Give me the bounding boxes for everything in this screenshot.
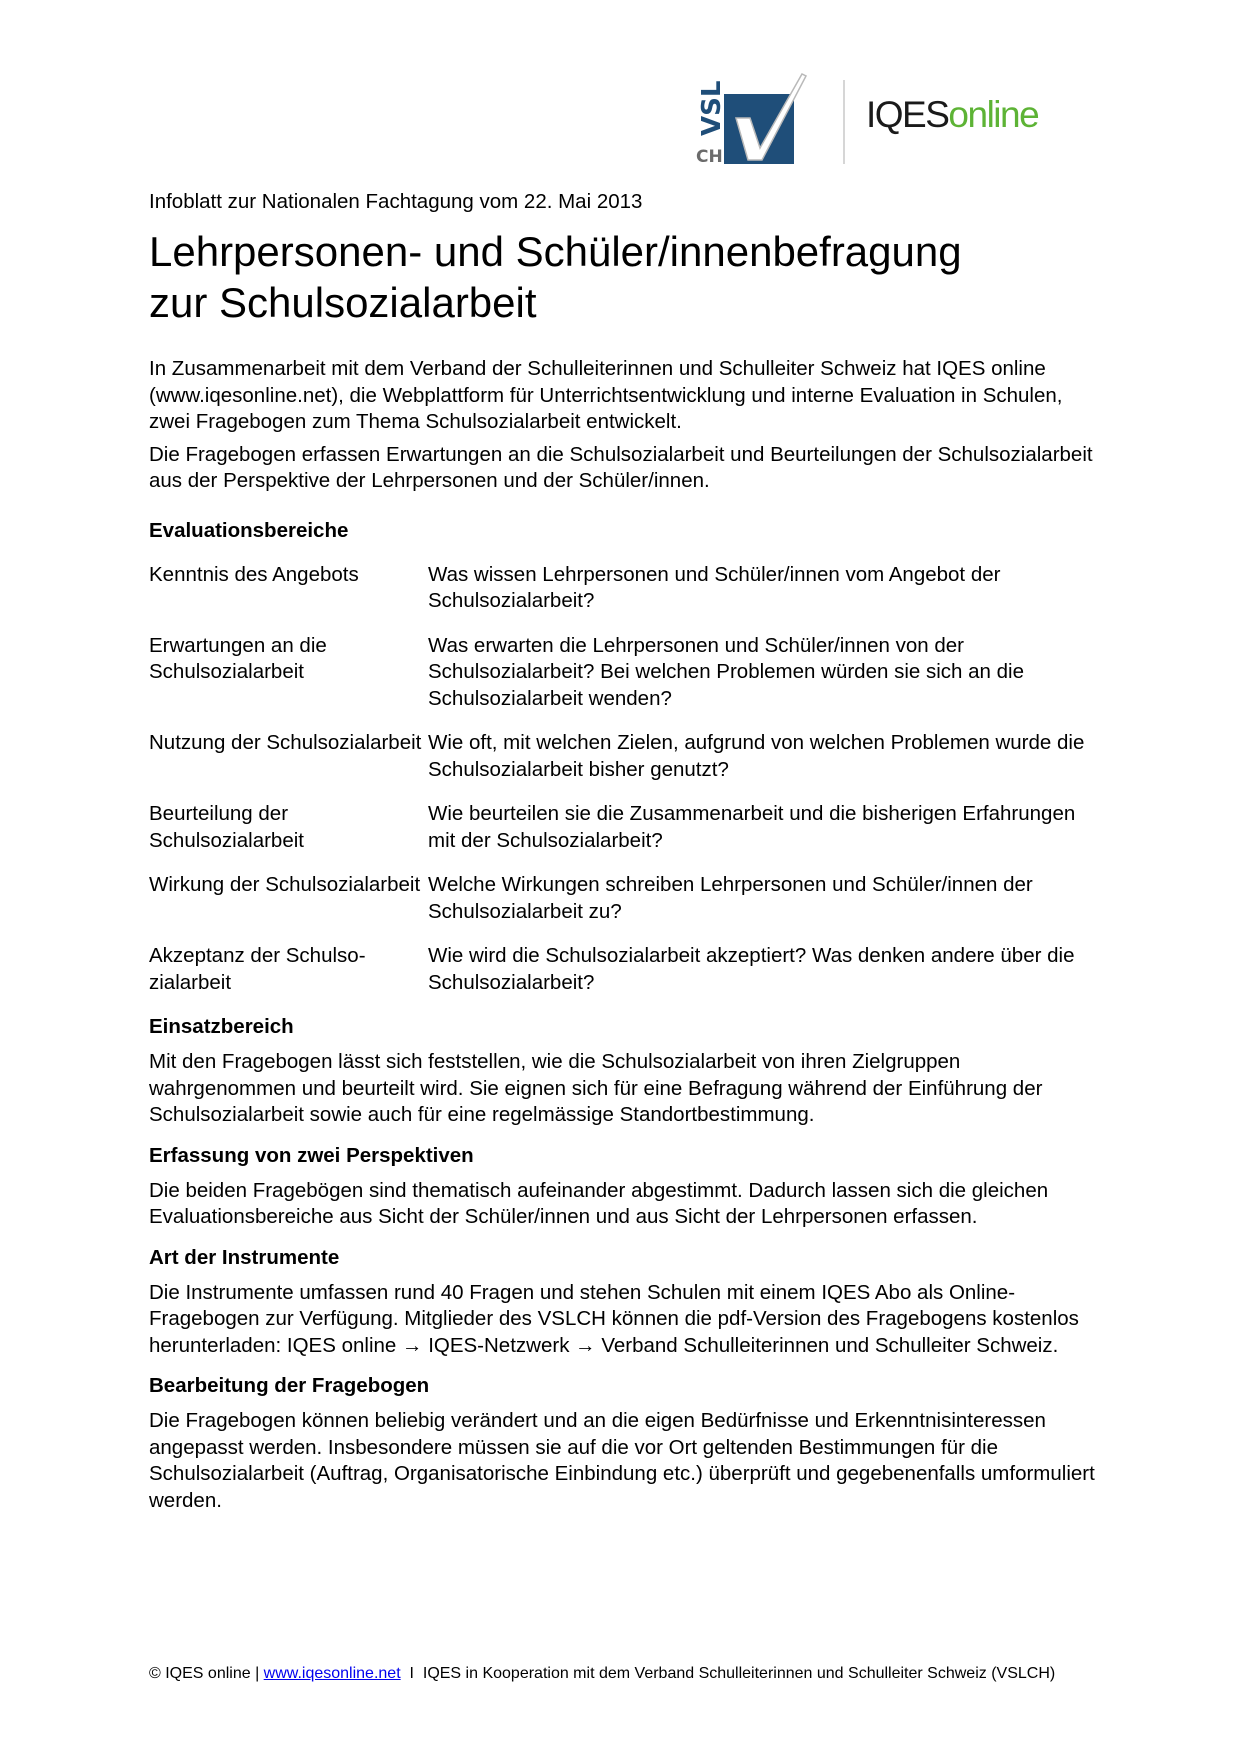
vsl-text: VSL bbox=[697, 80, 727, 136]
header-logos bbox=[690, 72, 1110, 172]
evaluation-term: Akzeptanz der Schulsozialarbeit bbox=[149, 944, 366, 994]
evaluation-row bbox=[149, 872, 1097, 925]
evaluation-row bbox=[149, 633, 1097, 713]
evaluation-table bbox=[149, 562, 1097, 997]
section-text: Die beiden Fragebögen sind thematisch aufeinander abgestimmt. Dadurch lassen sich die gleichen Evaluationsbereiche aus Sicht der Schüler/innen und aus Sicht der Lehrpersonen erfassen. bbox=[149, 1178, 1049, 1228]
document-title bbox=[149, 226, 1097, 328]
ch-text: CH bbox=[696, 147, 723, 167]
evaluation-term: Kenntnis des Angebots bbox=[149, 562, 359, 586]
title-line-2: zur Schulsozialarbeit bbox=[149, 279, 537, 326]
evaluation-row bbox=[149, 801, 1097, 854]
section-perspektiven bbox=[149, 1143, 1097, 1231]
intro-paragraph-2: Die Fragebogen erfassen Erwartungen an die Schulsozialarbeit und Beurteilungen der Schulsozialarbeit aus der Perspektive der Lehrpersonen und der Schüler/innen. bbox=[149, 442, 1093, 492]
section-heading: Einsatzbereich bbox=[149, 1015, 294, 1038]
section-heading: Art der Instrumente bbox=[149, 1245, 340, 1269]
evaluation-description: Wie beurteilen sie die Zusammenarbeit und die bisherigen Erfahrungen mit der Schulsozialarbeit? bbox=[428, 802, 1076, 852]
document-body bbox=[149, 190, 1097, 1528]
page-footer bbox=[149, 1664, 1097, 1684]
evaluation-row bbox=[149, 730, 1097, 783]
section-einsatzbereich bbox=[149, 1014, 1097, 1129]
logo-divider bbox=[843, 80, 845, 164]
evaluation-row bbox=[149, 562, 1097, 615]
evaluation-term: Nutzung der Schulsozialarbeit bbox=[149, 731, 422, 754]
footer-copyright: © IQES online | bbox=[149, 1665, 264, 1682]
evaluation-term: Wirkung der Schulsozialarbeit bbox=[149, 873, 421, 896]
evaluation-description: Welche Wirkungen schreiben Lehrpersonen und Schüler/innen der Schulsozialarbeit zu? bbox=[428, 873, 1033, 923]
evaluation-term: Beurteilung der Schulsozialarbeit bbox=[149, 802, 304, 852]
section-text: Die Instrumente umfassen rund 40 Fragen und stehen Schulen mit einem IQES Abo als Online-Fragebogen zur Verfügung. Mitglieder des VSLCH können die pdf-Version des Fragebogens kostenlos herunterladen: IQES online → IQES-Netzwerk → Verband Schulleiterinnen und Schulleiter Schweiz. bbox=[149, 1280, 1079, 1357]
footer-cooperation-text: I IQES in Kooperation mit dem Verband Schulleiterinnen und Schulleiter Schweiz (VSLCH) bbox=[400, 1665, 1056, 1682]
section-text: Die Fragebogen können beliebig verändert und an die eigen Bedürfnisse und Erkenntnisinteressen angepasst werden. Insbesondere müssen sie auf die vor Ort geltenden Bestimmungen für die Schulsozialarbeit (Auftrag, Organisatorische Einbindung etc.) überprüft und gegebenenfalls umformuliert werden. bbox=[149, 1409, 1095, 1512]
iqes-online-logo bbox=[866, 96, 1038, 133]
evaluation-description: Was erwarten die Lehrpersonen und Schüler/innen von der Schulsozialarbeit? Bei welchen Problemen würden sie sich an die Schulsozialarbeit wenden? bbox=[428, 633, 1024, 710]
evaluation-heading: Evaluationsbereiche bbox=[149, 518, 349, 542]
section-instrumente bbox=[149, 1245, 1097, 1360]
online-logo-text: online bbox=[948, 94, 1039, 135]
evaluation-description: Wie wird die Schulsozialarbeit akzeptiert? Was denken andere über die Schulsozialarbeit? bbox=[428, 944, 1075, 994]
evaluation-term: Erwartungen an die Schulsozialarbeit bbox=[149, 633, 327, 683]
evaluation-row bbox=[149, 943, 1097, 996]
vsl-ch-logo bbox=[690, 72, 820, 168]
section-heading: Bearbeitung der Fragebogen bbox=[149, 1374, 430, 1397]
evaluation-description: Was wissen Lehrpersonen und Schüler/innen vom Angebot der Schulsozialarbeit? bbox=[428, 562, 1001, 612]
section-text: Mit den Fragebogen lässt sich feststellen, wie die Schulsozialarbeit von ihren Zielgruppen wahrgenommen und beurteilt wird. Sie eignen sich für eine Befragung während der Einführung der Schulsozialarbeit sowie auch für eine regelmässige Standortbestimmung. bbox=[149, 1050, 1043, 1126]
footer-website-link[interactable]: www.iqesonline.net bbox=[263, 1665, 401, 1682]
section-heading: Erfassung von zwei Perspektiven bbox=[149, 1143, 474, 1167]
evaluation-description: Wie oft, mit welchen Zielen, aufgrund von welchen Problemen wurde die Schulsozialarbeit bisher genutzt? bbox=[428, 731, 1085, 781]
document-subtitle: Infoblatt zur Nationalen Fachtagung vom 22. Mai 2013 bbox=[149, 190, 643, 213]
title-line-1: Lehrpersonen- und Schüler/innenbefragung bbox=[149, 228, 962, 275]
iqes-logo-text: IQES bbox=[866, 94, 949, 135]
section-bearbeitung bbox=[149, 1373, 1097, 1514]
intro-paragraph-1: In Zusammenarbeit mit dem Verband der Schulleiterinnen und Schulleiter Schweiz hat IQES online (www.iqesonline.net), die Webplattform für Unterrichtsentwicklung und interne Evaluation in Schulen, zwei Fragebogen zum Thema Schulsozialarbeit entwickelt. bbox=[149, 357, 1063, 433]
